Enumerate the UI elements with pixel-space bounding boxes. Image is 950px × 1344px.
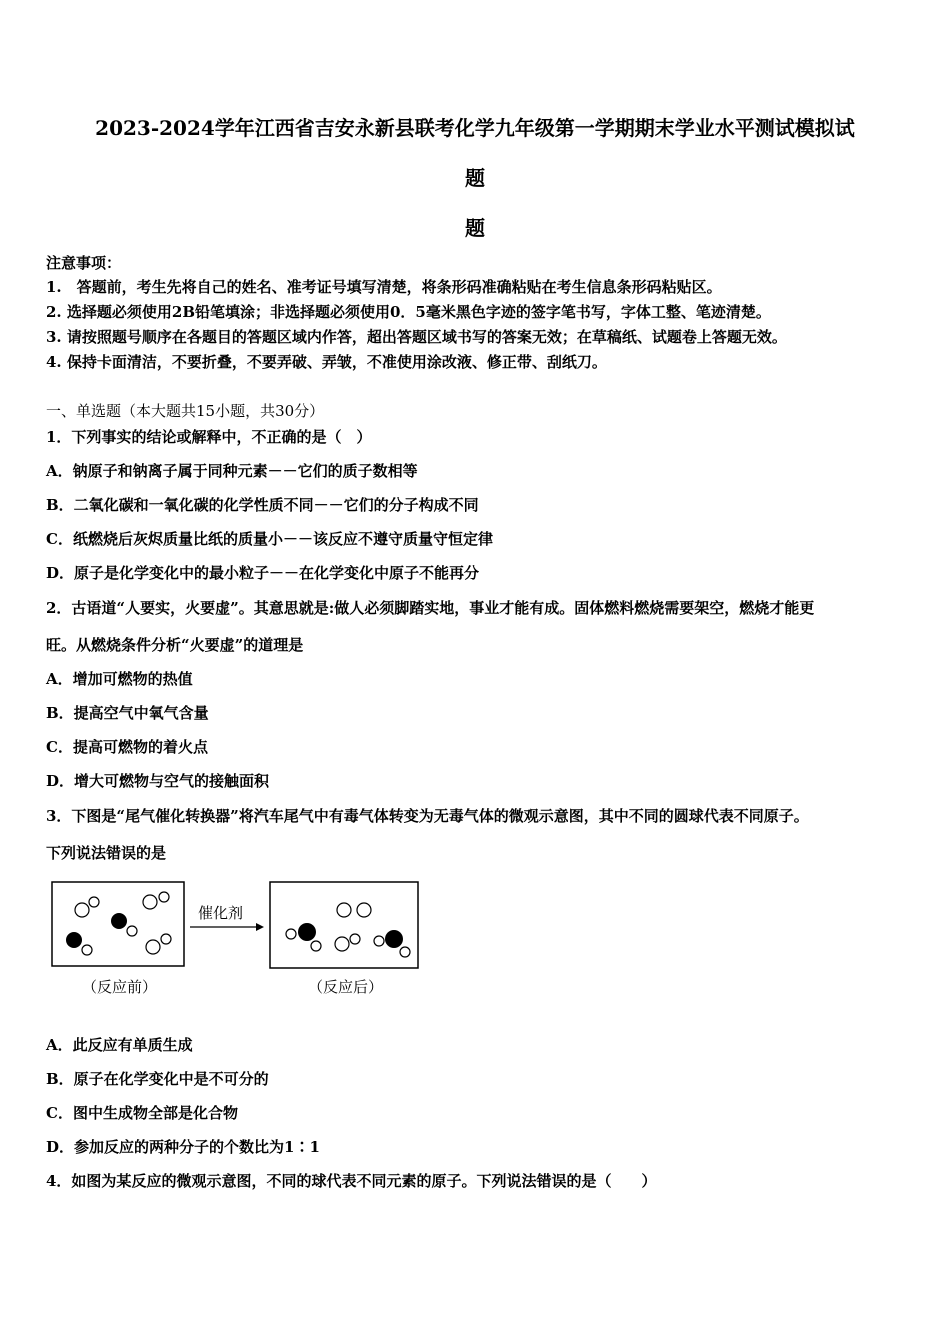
open-atom	[89, 897, 99, 907]
open-atom	[286, 929, 296, 939]
open-atom	[146, 940, 160, 954]
q1-option-c: C．纸燃烧后灰烬质量比纸的质量小－－该反应不遵守质量守恒定律	[46, 530, 493, 548]
open-atom	[337, 903, 351, 917]
q3-option-b: B．原子在化学变化中是不可分的	[46, 1070, 269, 1088]
open-atom	[311, 941, 321, 951]
q3-option-d: D．参加反应的两种分子的个数比为1∶1	[46, 1138, 320, 1156]
q2-stem-line2: 旺。从燃烧条件分析“火要虚”的道理是	[46, 636, 304, 654]
before-caption: （反应前）	[82, 978, 158, 996]
catalyst-label: 催化剂	[198, 904, 244, 922]
after-box	[270, 882, 418, 968]
notice-item: 4. 保持卡面清洁，不要折叠，不要弄破、弄皱，不准使用涂改液、修正带、刮纸刀。	[46, 353, 607, 371]
q3-stem-line1: 3．下图是“尾气催化转换器”将汽车尾气中有毒气体转变为无毒气体的微观示意图，其中不同的圆球代表不同原子。	[46, 807, 809, 825]
q3-option-a: A．此反应有单质生成	[46, 1036, 193, 1054]
open-atom	[357, 903, 371, 917]
notice-item: 1. 答题前，考生先将自己的姓名、准考证号填写清楚，将条形码准确粘贴在考生信息条形码粘贴区。	[46, 278, 722, 296]
open-atom	[75, 903, 89, 917]
title-line2: 题	[465, 166, 485, 190]
q3-stem-line2: 下列说法错误的是	[46, 844, 167, 862]
black-atom	[298, 923, 316, 941]
black-atom	[385, 930, 403, 948]
black-atom	[66, 932, 82, 948]
open-atom	[159, 892, 169, 902]
q2-option-d: D．增大可燃物与空气的接触面积	[46, 772, 270, 790]
open-atom	[350, 934, 360, 944]
open-atom	[82, 945, 92, 955]
title-line1: 2023-2024学年江西省吉安永新县联考化学九年级第一学期期末学业水平测试模拟试	[95, 116, 855, 140]
q2-option-c: C．提高可燃物的着火点	[46, 738, 208, 756]
q2-stem-line1: 2．古语道“人要实，火要虚”。其意思就是:做人必须脚踏实地，事业才能有成。固体燃料燃烧需要架空，燃烧才能更	[46, 599, 815, 617]
open-atom	[127, 926, 137, 936]
q1-stem: 1．下列事实的结论或解释中，不正确的是（ ）	[46, 428, 372, 446]
title-line3: 题	[465, 216, 485, 240]
q1-option-b: B．二氧化碳和一氧化碳的化学性质不同－－它们的分子构成不同	[46, 496, 479, 514]
open-atom	[400, 947, 410, 957]
section-heading: 一、单选题（本大题共15小题，共30分）	[46, 402, 325, 420]
after-caption: （反应后）	[308, 978, 384, 996]
arrow-head	[256, 923, 264, 931]
notice-item: 3. 请按照题号顺序在各题目的答题区域内作答，超出答题区域书写的答案无效；在草稿纸、试题卷上答题无效。	[46, 328, 787, 346]
q1-option-d: D．原子是化学变化中的最小粒子－－在化学变化中原子不能再分	[46, 564, 480, 582]
notice-item: 2. 选择题必须使用2B铅笔填涂；非选择题必须使用0．5毫米黑色字迹的签字笔书写，字体工整、笔迹清楚。	[46, 303, 771, 321]
notice-heading: 注意事项：	[46, 254, 122, 272]
open-atom	[335, 937, 349, 951]
open-atom	[143, 895, 157, 909]
open-atom	[161, 934, 171, 944]
open-atom	[374, 936, 384, 946]
q4-stem: 4．如图为某反应的微观示意图，不同的球代表不同元素的原子。下列说法错误的是（ ）	[46, 1172, 657, 1190]
black-atom	[111, 913, 127, 929]
q2-option-b: B．提高空气中氧气含量	[46, 704, 209, 722]
q1-option-a: A．钠原子和钠离子属于同种元素－－它们的质子数相等	[46, 462, 418, 480]
q3-option-c: C．图中生成物全部是化合物	[46, 1104, 238, 1122]
q2-option-a: A．增加可燃物的热值	[46, 670, 193, 688]
